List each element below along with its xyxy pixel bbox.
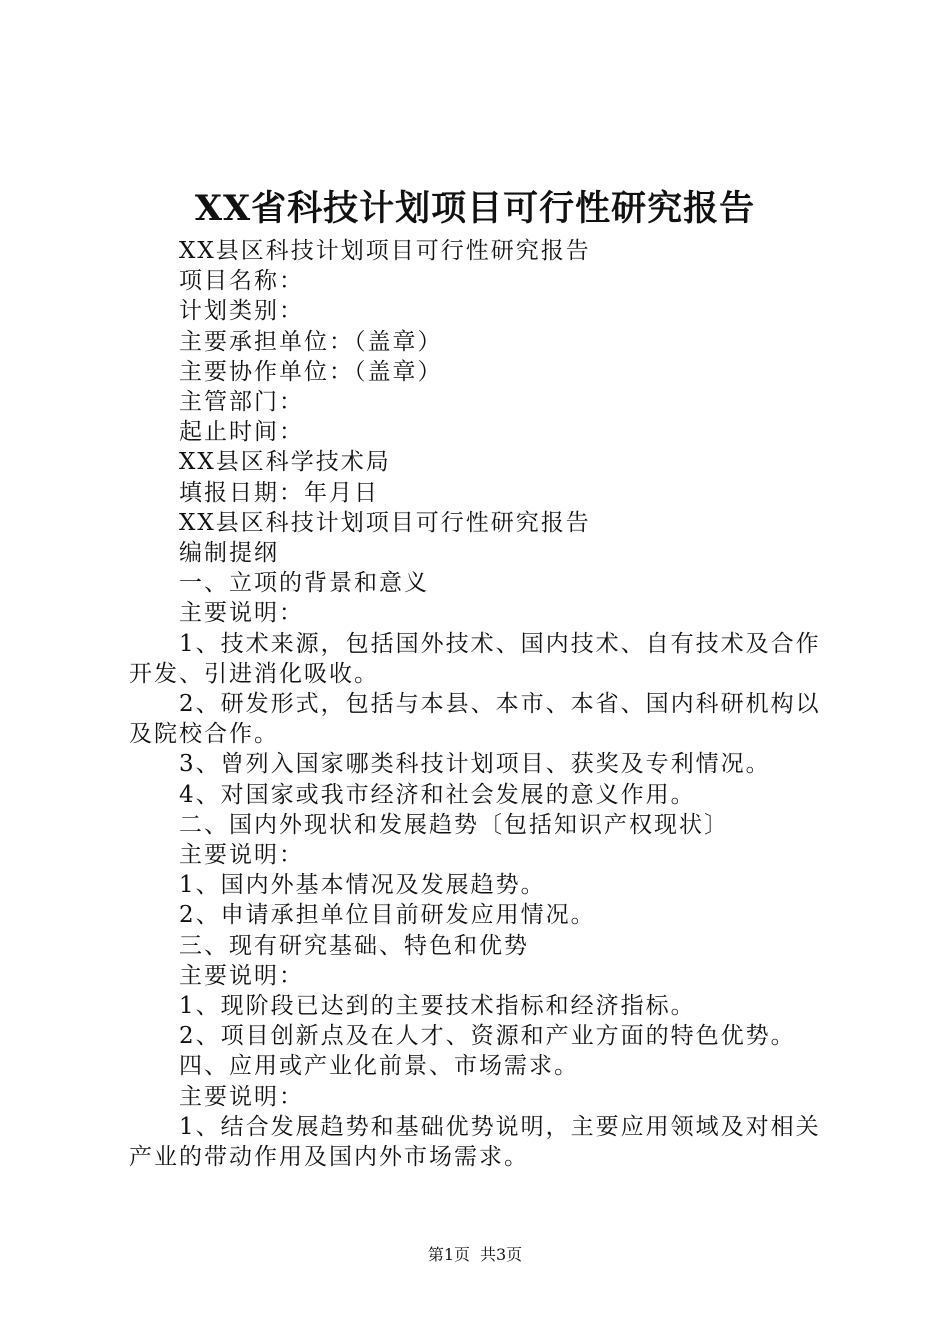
paragraph: 1、结合发展趋势和基础优势说明，主要应用领域及对相关产业的带动作用及国内外市场需求。	[129, 1113, 821, 1171]
paragraph: 主要说明：	[179, 842, 304, 869]
section-heading: 三、现有研究基础、特色和优势	[179, 932, 529, 959]
paragraph: 1、现阶段已达到的主要技术指标和经济指标。	[179, 993, 696, 1020]
section-heading: 一、立项的背景和意义	[179, 570, 429, 597]
paragraph: XX县区科技计划项目可行性研究报告	[179, 238, 591, 264]
paragraph: XX县区科技计划项目可行性研究报告	[179, 509, 591, 536]
paragraph: 项目名称：	[179, 268, 304, 295]
document-title: XX省科技计划项目可行性研究报告	[194, 188, 756, 229]
page-total: 共3页	[480, 1245, 523, 1264]
paragraph: 主要说明：	[179, 962, 304, 989]
paragraph: 主要说明：	[179, 1083, 304, 1110]
paragraph: 1、国内外基本情况及发展趋势。	[179, 872, 546, 899]
paragraph: 2、项目创新点及在人才、资源和产业方面的特色优势。	[179, 1023, 796, 1050]
section-heading: 四、应用或产业化前景、市场需求。	[179, 1053, 579, 1080]
paragraph: 填报日期：年月日	[179, 479, 379, 506]
paragraph: 2、研发形式，包括与本县、本市、本省、国内科研机构以及院校合作。	[129, 691, 821, 748]
paragraph: 计划类别：	[179, 298, 304, 325]
paragraph: 1、技术来源，包括国外技术、国内技术、自有技术及合作开发、引进消化吸收。	[129, 630, 821, 687]
paragraph: 主要承担单位：（盖章）	[179, 328, 443, 355]
paragraph: 主要说明：	[179, 600, 304, 627]
section-heading: 二、国内外现状和发展趋势〔包括知识产权现状〕	[179, 811, 729, 838]
page-number: 第1页	[427, 1245, 470, 1264]
paragraph: 编制提纲	[179, 540, 279, 567]
document-body	[129, 236, 834, 1172]
paragraph: 4、对国家或我市经济和社会发展的意义作用。	[179, 781, 696, 808]
paragraph: 2、申请承担单位目前研发应用情况。	[179, 902, 596, 929]
paragraph: 起止时间：	[179, 419, 304, 446]
paragraph: 主要协作单位：（盖章）	[179, 358, 443, 385]
paragraph: 3、曾列入国家哪类科技计划项目、获奖及专利情况。	[179, 751, 771, 778]
paragraph: 主管部门：	[179, 389, 304, 416]
paragraph: XX县区科学技术局	[179, 449, 391, 476]
page-footer	[0, 1243, 950, 1267]
